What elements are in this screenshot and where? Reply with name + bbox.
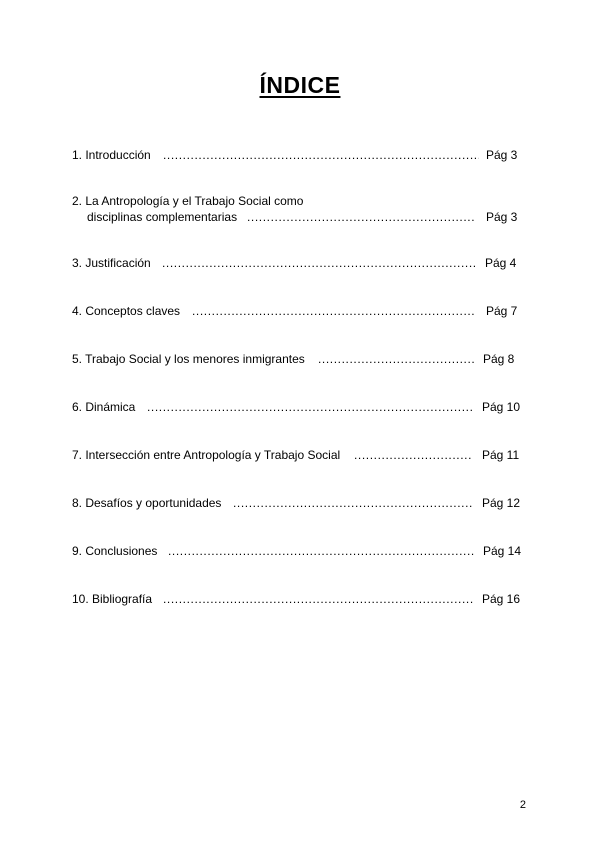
toc-entry-label: 6. Dinámica <box>72 400 136 414</box>
toc-entry-bibliografia[interactable] <box>72 592 522 608</box>
dot-leader <box>354 448 473 462</box>
toc-entry-page: Pág 7 <box>486 304 518 318</box>
dot-leader <box>168 544 474 558</box>
toc-entry-label: 8. Desafíos y oportunidades <box>72 496 222 510</box>
toc-entry-justificacion[interactable] <box>72 256 522 272</box>
dot-leader <box>162 256 476 270</box>
toc-entry-page: Pág 16 <box>482 592 521 606</box>
page-title: ÍNDICE <box>259 72 341 98</box>
dot-leader <box>247 210 476 224</box>
toc-entry-page: Pág 3 <box>486 210 518 224</box>
toc-entry-conclusiones[interactable] <box>72 544 522 560</box>
toc-entry-page: Pág 8 <box>483 352 515 366</box>
toc-entry-page: Pág 14 <box>483 544 522 558</box>
dot-leader <box>318 352 474 366</box>
toc-entry-label: 9. Conclusiones <box>72 544 158 558</box>
dot-leader <box>163 148 479 162</box>
toc-entry-desafios[interactable] <box>72 496 522 512</box>
page-number: 2 <box>519 799 526 811</box>
toc-entry-label: 1. Introducción <box>72 148 151 162</box>
toc-entry-page: Pág 3 <box>486 148 518 162</box>
toc-entry-antropologia-trabajo-social[interactable] <box>72 194 522 226</box>
toc-entry-label: 10. Bibliografía <box>72 592 153 606</box>
toc-entry-introduccion[interactable] <box>72 148 522 164</box>
dot-leader <box>147 400 473 414</box>
toc-entry-interseccion[interactable] <box>72 448 522 464</box>
toc-entry-label: 7. Intersección entre Antropología y Trabajo Social <box>72 448 341 462</box>
toc-entry-page: Pág 12 <box>482 496 521 510</box>
toc-entry-label: 5. Trabajo Social y los menores inmigrantes <box>72 352 305 366</box>
toc-entry-page: Pág 10 <box>482 400 521 414</box>
toc-entry-label-line2: disciplinas complementarias <box>87 210 238 224</box>
toc-entry-page: Pág 11 <box>482 448 520 462</box>
toc-entry-menores-inmigrantes[interactable] <box>72 352 522 368</box>
toc-entry-conceptos-claves[interactable] <box>72 304 522 320</box>
toc-entry-label-line1: 2. La Antropología y el Trabajo Social como <box>72 194 304 208</box>
toc-entry-label: 4. Conceptos claves <box>72 304 181 318</box>
toc-entry-page: Pág 4 <box>485 256 517 270</box>
toc-entry-dinamica[interactable] <box>72 400 522 416</box>
dot-leader <box>163 592 473 606</box>
dot-leader <box>192 304 476 318</box>
dot-leader <box>233 496 473 510</box>
toc-entry-label: 3. Justificación <box>72 256 151 270</box>
